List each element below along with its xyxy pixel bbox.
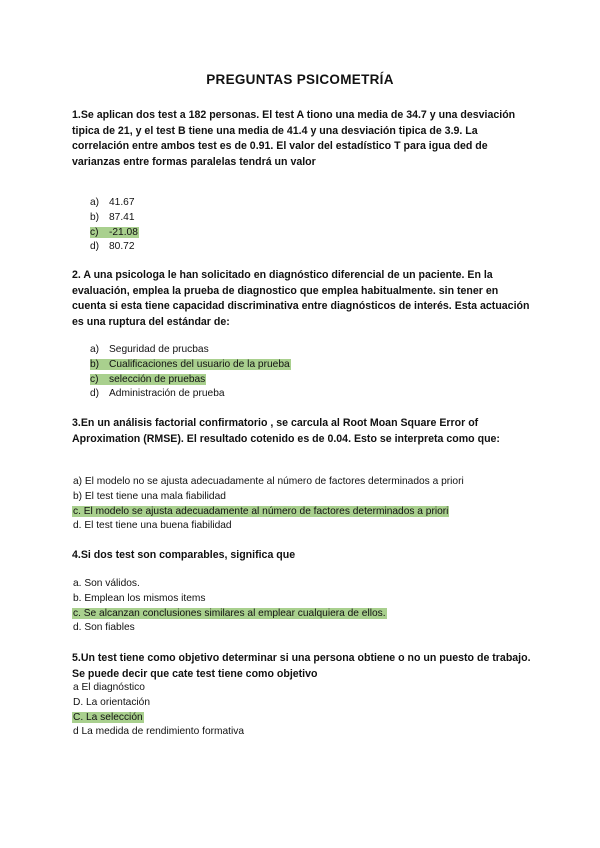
option-item: a El diagnóstico <box>73 682 145 693</box>
option-item: a. Son válidos. <box>73 578 140 589</box>
option-item: b) 87.41 <box>90 211 135 223</box>
question-5: 5.Un test tiene como objetivo determinar si una persona obtiene o no un puesto de trabajo. Se puede decir que cate test tiene como objetivo <box>72 652 531 680</box>
option-item: d) 80.72 <box>90 241 135 253</box>
option-item: a) 41.67 <box>90 197 135 208</box>
option-item: b. Emplean los mismos items <box>73 592 206 604</box>
question-4: 4.Si dos test son comparables, significa que <box>72 549 296 561</box>
option-item-highlighted: c) -21.08 <box>90 226 138 238</box>
page-title: PREGUNTAS PSICOMETRÍA <box>206 72 394 87</box>
option-item: a) Seguridad de prucbas <box>90 344 209 355</box>
option-item: d. Son fiables <box>73 622 135 634</box>
option-item: d. El test tiene una buena fiabilidad <box>73 520 232 532</box>
option-item: D. La orientación <box>73 696 151 708</box>
question-4-options <box>72 577 387 636</box>
question-3: 3.En un análisis factorial confirmatorio , se carcula al Root Moan Square Error of Aproximation (RMSE). El resultado cotenido es de 0.04. Esto se interpreta como que: <box>72 417 500 445</box>
question-1: 1.Se aplican dos test a 182 personas. El test A tiono una media de 34.7 y una desviación tipica de 21, y el test B tiene una media de 41.4 y una desviación tipica de 3.9. La correlación entre ambos test es de 0.91. El valor del estadístico T para igua ded de varianzas entre formas paralelas tendrá un valor <box>72 109 516 168</box>
option-item: a) El modelo no se ajusta adecuadamente al número de factores determinados a priori <box>73 476 464 487</box>
option-item-highlighted: c. Se alcanzan conclusiones similares al emplear cualquiera de ellos. <box>73 607 386 619</box>
option-item-highlighted: C. La selección <box>73 711 143 723</box>
question-2-options <box>90 343 291 402</box>
question-3-options <box>72 475 465 534</box>
option-item-highlighted: b) Cualificaciones del usuario de la prueba <box>90 358 290 370</box>
option-item: d La medida de rendimiento formativa <box>73 726 245 738</box>
option-item: b) El test tiene una mala fiabilidad <box>73 490 226 502</box>
option-item: d) Administración de prueba <box>90 388 225 400</box>
question-5-options <box>72 681 245 740</box>
option-item-highlighted: c. El modelo se ajusta adecuadamente al número de factores determinados a priori <box>73 505 449 517</box>
question-2: 2. A una psicologa le han solicitado en diagnóstico diferencial de un paciente. En la evaluación, emplea la prueba de diagnostico que emplea habitualmente. sin tener en cuenta si esta tiene capacidad discriminativa entre diagnósticos de interés. Esta actuación es una ruptura del estándar de: <box>72 269 530 328</box>
option-item-highlighted: c) selección de pruebas <box>90 373 206 385</box>
question-1-options <box>90 196 139 255</box>
